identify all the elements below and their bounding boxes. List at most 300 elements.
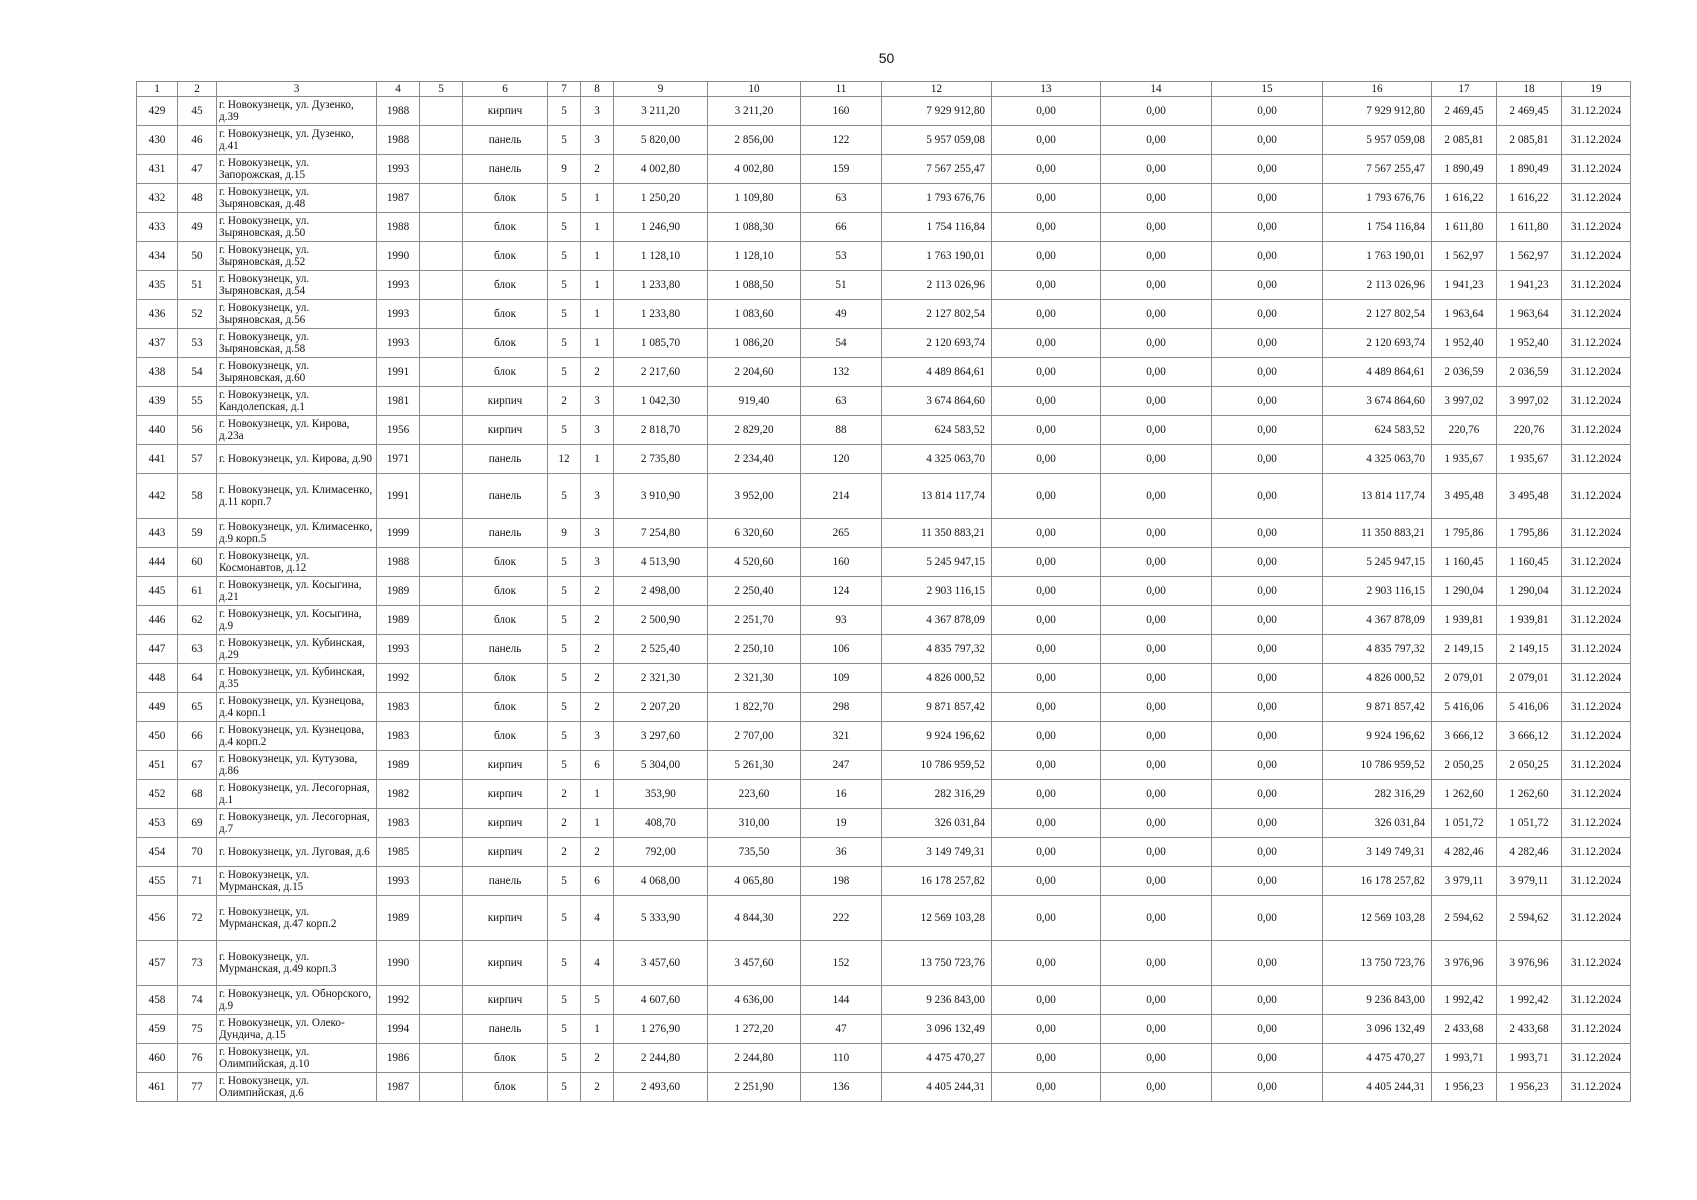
table-row xyxy=(137,693,1631,722)
cell-floors: 5 xyxy=(548,1044,581,1073)
cell-col-18: 1 941,23 xyxy=(1497,271,1562,300)
cell-sub-number: 48 xyxy=(178,184,217,213)
cell-wall-material: блок xyxy=(463,242,548,271)
cell-floors: 5 xyxy=(548,271,581,300)
column-header-15: 15 xyxy=(1212,82,1323,97)
cell-cost-per-sqm: 2 149,15 xyxy=(1432,635,1497,664)
cell-col-16: 3 096 132,49 xyxy=(1323,1015,1432,1044)
table-body xyxy=(137,97,1631,1102)
cell-col-14: 0,00 xyxy=(1101,474,1212,519)
cell-address: г. Новокузнецк, ул. Лесогорная, д.1 xyxy=(217,780,377,809)
cell-deadline-date: 31.12.2024 xyxy=(1562,577,1631,606)
cell-address: г. Новокузнецк, ул. Мурманская, д.47 корп.2 xyxy=(217,896,377,941)
cell-floors: 5 xyxy=(548,97,581,126)
table-row xyxy=(137,606,1631,635)
cell-col-14: 0,00 xyxy=(1101,519,1212,548)
cell-sub-number: 68 xyxy=(178,780,217,809)
cell-col-14: 0,00 xyxy=(1101,577,1212,606)
cell-deadline-date: 31.12.2024 xyxy=(1562,242,1631,271)
cell-sub-number: 77 xyxy=(178,1073,217,1102)
cell-col-15: 0,00 xyxy=(1212,941,1323,986)
cell-col-15: 0,00 xyxy=(1212,986,1323,1015)
cell-deadline-date: 31.12.2024 xyxy=(1562,329,1631,358)
column-header-2: 2 xyxy=(178,82,217,97)
cell-floors: 5 xyxy=(548,1015,581,1044)
column-header-9: 9 xyxy=(614,82,708,97)
cell-entrances: 3 xyxy=(581,416,614,445)
cell-cost-per-sqm: 1 795,86 xyxy=(1432,519,1497,548)
cell-sub-number: 55 xyxy=(178,387,217,416)
cell-col-13: 0,00 xyxy=(992,474,1101,519)
cell-row-number: 436 xyxy=(137,300,178,329)
cell-col-18: 1 290,04 xyxy=(1497,577,1562,606)
cell-row-number: 458 xyxy=(137,986,178,1015)
cell-total-area: 5 820,00 xyxy=(614,126,708,155)
cell-col-14: 0,00 xyxy=(1101,184,1212,213)
cell-row-number: 432 xyxy=(137,184,178,213)
cell-col-14: 0,00 xyxy=(1101,693,1212,722)
cell-row-number: 449 xyxy=(137,693,178,722)
cell-wall-material: кирпич xyxy=(463,387,548,416)
cell-col-15: 0,00 xyxy=(1212,838,1323,867)
cell-total-area: 1 085,70 xyxy=(614,329,708,358)
cell-total-area: 792,00 xyxy=(614,838,708,867)
table-row xyxy=(137,445,1631,474)
cell-cost-total: 4 835 797,32 xyxy=(882,635,992,664)
cell-residents: 120 xyxy=(801,445,882,474)
cell-address: г. Новокузнецк, ул. Кубинская, д.29 xyxy=(217,635,377,664)
cell-living-area: 1 086,20 xyxy=(708,329,801,358)
cell-living-area: 4 002,80 xyxy=(708,155,801,184)
cell-row-number: 444 xyxy=(137,548,178,577)
cell-residents: 122 xyxy=(801,126,882,155)
cell-wall-material: панель xyxy=(463,519,548,548)
cell-entrances: 1 xyxy=(581,809,614,838)
cell-total-area: 2 818,70 xyxy=(614,416,708,445)
cell-deadline-date: 31.12.2024 xyxy=(1562,606,1631,635)
cell-deadline-date: 31.12.2024 xyxy=(1562,300,1631,329)
cell-residents: 54 xyxy=(801,329,882,358)
cell-cost-total: 9 924 196,62 xyxy=(882,722,992,751)
cell-row-number: 457 xyxy=(137,941,178,986)
cell-col-13: 0,00 xyxy=(992,213,1101,242)
cell-year-built: 1971 xyxy=(377,445,420,474)
cell-total-area: 2 498,00 xyxy=(614,577,708,606)
cell-cost-total: 2 903 116,15 xyxy=(882,577,992,606)
cell-col-13: 0,00 xyxy=(992,1015,1101,1044)
cell-year-built: 1990 xyxy=(377,242,420,271)
cell-residents: 110 xyxy=(801,1044,882,1073)
cell-deadline-date: 31.12.2024 xyxy=(1562,1015,1631,1044)
table-row xyxy=(137,97,1631,126)
cell-col-14: 0,00 xyxy=(1101,271,1212,300)
cell-col-13: 0,00 xyxy=(992,416,1101,445)
cell-total-area: 7 254,80 xyxy=(614,519,708,548)
cell-year-built: 1993 xyxy=(377,300,420,329)
cell-wall-material: панель xyxy=(463,474,548,519)
cell-col-15: 0,00 xyxy=(1212,809,1323,838)
cell-total-area: 3 457,60 xyxy=(614,941,708,986)
cell-col-14: 0,00 xyxy=(1101,896,1212,941)
cell-col-13: 0,00 xyxy=(992,300,1101,329)
cell-cost-per-sqm: 3 997,02 xyxy=(1432,387,1497,416)
cell-col-16: 3 149 749,31 xyxy=(1323,838,1432,867)
cell-sub-number: 75 xyxy=(178,1015,217,1044)
cell-col-13: 0,00 xyxy=(992,780,1101,809)
cell-col-18: 1 963,64 xyxy=(1497,300,1562,329)
cell-col-13: 0,00 xyxy=(992,519,1101,548)
cell-col-14: 0,00 xyxy=(1101,358,1212,387)
cell-deadline-date: 31.12.2024 xyxy=(1562,693,1631,722)
cell-col-5 xyxy=(420,941,463,986)
cell-address: г. Новокузнецк, ул. Мурманская, д.15 xyxy=(217,867,377,896)
cell-col-15: 0,00 xyxy=(1212,329,1323,358)
table-row xyxy=(137,548,1631,577)
cell-floors: 5 xyxy=(548,300,581,329)
cell-year-built: 1993 xyxy=(377,867,420,896)
cell-deadline-date: 31.12.2024 xyxy=(1562,126,1631,155)
cell-deadline-date: 31.12.2024 xyxy=(1562,358,1631,387)
cell-col-18: 1 795,86 xyxy=(1497,519,1562,548)
cell-residents: 19 xyxy=(801,809,882,838)
cell-address: г. Новокузнецк, ул. Олимпийская, д.10 xyxy=(217,1044,377,1073)
cell-living-area: 2 251,90 xyxy=(708,1073,801,1102)
cell-wall-material: кирпич xyxy=(463,416,548,445)
cell-col-15: 0,00 xyxy=(1212,780,1323,809)
cell-total-area: 4 068,00 xyxy=(614,867,708,896)
cell-col-18: 3 997,02 xyxy=(1497,387,1562,416)
cell-col-5 xyxy=(420,809,463,838)
cell-col-5 xyxy=(420,271,463,300)
cell-cost-total: 3 674 864,60 xyxy=(882,387,992,416)
cell-cost-total: 5 245 947,15 xyxy=(882,548,992,577)
cell-col-15: 0,00 xyxy=(1212,693,1323,722)
cell-living-area: 4 520,60 xyxy=(708,548,801,577)
cell-cost-total: 9 236 843,00 xyxy=(882,986,992,1015)
table-row xyxy=(137,242,1631,271)
cell-floors: 12 xyxy=(548,445,581,474)
cell-col-15: 0,00 xyxy=(1212,1073,1323,1102)
cell-cost-per-sqm: 1 939,81 xyxy=(1432,606,1497,635)
cell-wall-material: блок xyxy=(463,271,548,300)
cell-col-15: 0,00 xyxy=(1212,213,1323,242)
cell-col-18: 2 050,25 xyxy=(1497,751,1562,780)
cell-living-area: 1 272,20 xyxy=(708,1015,801,1044)
cell-total-area: 1 128,10 xyxy=(614,242,708,271)
cell-entrances: 1 xyxy=(581,445,614,474)
cell-col-18: 3 976,96 xyxy=(1497,941,1562,986)
cell-col-16: 4 475 470,27 xyxy=(1323,1044,1432,1073)
cell-cost-per-sqm: 1 952,40 xyxy=(1432,329,1497,358)
cell-total-area: 1 233,80 xyxy=(614,300,708,329)
cell-col-5 xyxy=(420,155,463,184)
cell-residents: 247 xyxy=(801,751,882,780)
cell-deadline-date: 31.12.2024 xyxy=(1562,896,1631,941)
cell-col-14: 0,00 xyxy=(1101,1044,1212,1073)
cell-floors: 5 xyxy=(548,242,581,271)
cell-row-number: 434 xyxy=(137,242,178,271)
cell-residents: 16 xyxy=(801,780,882,809)
cell-col-18: 1 562,97 xyxy=(1497,242,1562,271)
cell-floors: 5 xyxy=(548,606,581,635)
cell-residents: 36 xyxy=(801,838,882,867)
cell-col-15: 0,00 xyxy=(1212,416,1323,445)
cell-col-15: 0,00 xyxy=(1212,474,1323,519)
cell-address: г. Новокузнецк, ул. Кирова, д.90 xyxy=(217,445,377,474)
cell-col-14: 0,00 xyxy=(1101,751,1212,780)
cell-cost-total: 4 826 000,52 xyxy=(882,664,992,693)
table-row xyxy=(137,300,1631,329)
cell-living-area: 2 204,60 xyxy=(708,358,801,387)
cell-floors: 5 xyxy=(548,751,581,780)
cell-sub-number: 54 xyxy=(178,358,217,387)
cell-entrances: 1 xyxy=(581,780,614,809)
column-header-17: 17 xyxy=(1432,82,1497,97)
cell-residents: 63 xyxy=(801,387,882,416)
table-row xyxy=(137,155,1631,184)
cell-entrances: 6 xyxy=(581,751,614,780)
cell-cost-total: 4 325 063,70 xyxy=(882,445,992,474)
cell-wall-material: блок xyxy=(463,693,548,722)
cell-col-16: 13 814 117,74 xyxy=(1323,474,1432,519)
cell-total-area: 353,90 xyxy=(614,780,708,809)
cell-floors: 2 xyxy=(548,780,581,809)
cell-year-built: 1999 xyxy=(377,519,420,548)
cell-col-5 xyxy=(420,416,463,445)
cell-col-5 xyxy=(420,548,463,577)
cell-col-15: 0,00 xyxy=(1212,300,1323,329)
cell-col-14: 0,00 xyxy=(1101,664,1212,693)
column-header-8: 8 xyxy=(581,82,614,97)
cell-cost-total: 1 763 190,01 xyxy=(882,242,992,271)
cell-entrances: 1 xyxy=(581,271,614,300)
cell-row-number: 445 xyxy=(137,577,178,606)
column-header-14: 14 xyxy=(1101,82,1212,97)
cell-entrances: 3 xyxy=(581,97,614,126)
cell-deadline-date: 31.12.2024 xyxy=(1562,184,1631,213)
cell-total-area: 3 910,90 xyxy=(614,474,708,519)
cell-col-16: 4 405 244,31 xyxy=(1323,1073,1432,1102)
cell-address: г. Новокузнецк, ул. Олеко-Дундича, д.15 xyxy=(217,1015,377,1044)
cell-col-13: 0,00 xyxy=(992,271,1101,300)
cell-cost-total: 2 113 026,96 xyxy=(882,271,992,300)
cell-col-18: 220,76 xyxy=(1497,416,1562,445)
cell-floors: 9 xyxy=(548,519,581,548)
cell-col-13: 0,00 xyxy=(992,577,1101,606)
cell-sub-number: 51 xyxy=(178,271,217,300)
table-row xyxy=(137,519,1631,548)
cell-col-16: 1 763 190,01 xyxy=(1323,242,1432,271)
cell-col-14: 0,00 xyxy=(1101,387,1212,416)
cell-deadline-date: 31.12.2024 xyxy=(1562,548,1631,577)
cell-address: г. Новокузнецк, ул. Зыряновская, д.48 xyxy=(217,184,377,213)
cell-entrances: 5 xyxy=(581,986,614,1015)
cell-address: г. Новокузнецк, ул. Дузенко, д.41 xyxy=(217,126,377,155)
table-row xyxy=(137,213,1631,242)
cell-row-number: 453 xyxy=(137,809,178,838)
cell-col-14: 0,00 xyxy=(1101,986,1212,1015)
cell-wall-material: блок xyxy=(463,664,548,693)
column-header-3: 3 xyxy=(217,82,377,97)
cell-address: г. Новокузнецк, ул. Луговая, д.6 xyxy=(217,838,377,867)
cell-cost-total: 13 814 117,74 xyxy=(882,474,992,519)
cell-living-area: 2 707,00 xyxy=(708,722,801,751)
cell-residents: 53 xyxy=(801,242,882,271)
cell-sub-number: 52 xyxy=(178,300,217,329)
cell-sub-number: 56 xyxy=(178,416,217,445)
cell-deadline-date: 31.12.2024 xyxy=(1562,867,1631,896)
cell-row-number: 430 xyxy=(137,126,178,155)
cell-entrances: 2 xyxy=(581,358,614,387)
cell-col-18: 1 956,23 xyxy=(1497,1073,1562,1102)
cell-col-13: 0,00 xyxy=(992,97,1101,126)
cell-entrances: 2 xyxy=(581,693,614,722)
cell-entrances: 2 xyxy=(581,635,614,664)
cell-deadline-date: 31.12.2024 xyxy=(1562,780,1631,809)
table-row xyxy=(137,896,1631,941)
cell-wall-material: панель xyxy=(463,1015,548,1044)
cell-row-number: 459 xyxy=(137,1015,178,1044)
column-header-12: 12 xyxy=(882,82,992,97)
cell-col-16: 9 924 196,62 xyxy=(1323,722,1432,751)
cell-col-5 xyxy=(420,358,463,387)
cell-deadline-date: 31.12.2024 xyxy=(1562,809,1631,838)
cell-floors: 5 xyxy=(548,416,581,445)
cell-total-area: 408,70 xyxy=(614,809,708,838)
cell-residents: 198 xyxy=(801,867,882,896)
column-header-6: 6 xyxy=(463,82,548,97)
cell-row-number: 448 xyxy=(137,664,178,693)
cell-sub-number: 57 xyxy=(178,445,217,474)
cell-col-18: 1 616,22 xyxy=(1497,184,1562,213)
cell-col-16: 4 835 797,32 xyxy=(1323,635,1432,664)
cell-floors: 5 xyxy=(548,184,581,213)
cell-cost-total: 2 120 693,74 xyxy=(882,329,992,358)
cell-cost-total: 4 489 864,61 xyxy=(882,358,992,387)
cell-col-16: 13 750 723,76 xyxy=(1323,941,1432,986)
cell-deadline-date: 31.12.2024 xyxy=(1562,1044,1631,1073)
cell-col-5 xyxy=(420,242,463,271)
cell-living-area: 4 065,80 xyxy=(708,867,801,896)
cell-entrances: 2 xyxy=(581,664,614,693)
cell-row-number: 439 xyxy=(137,387,178,416)
cell-sub-number: 46 xyxy=(178,126,217,155)
cell-row-number: 447 xyxy=(137,635,178,664)
cell-col-13: 0,00 xyxy=(992,867,1101,896)
cell-living-area: 1 088,30 xyxy=(708,213,801,242)
cell-col-18: 1 939,81 xyxy=(1497,606,1562,635)
cell-sub-number: 63 xyxy=(178,635,217,664)
cell-residents: 222 xyxy=(801,896,882,941)
cell-cost-per-sqm: 2 079,01 xyxy=(1432,664,1497,693)
cell-total-area: 3 297,60 xyxy=(614,722,708,751)
table-row xyxy=(137,416,1631,445)
cell-col-14: 0,00 xyxy=(1101,722,1212,751)
cell-col-13: 0,00 xyxy=(992,1073,1101,1102)
cell-wall-material: панель xyxy=(463,635,548,664)
cell-col-16: 16 178 257,82 xyxy=(1323,867,1432,896)
cell-wall-material: блок xyxy=(463,329,548,358)
cell-year-built: 1987 xyxy=(377,1073,420,1102)
cell-col-16: 7 567 255,47 xyxy=(1323,155,1432,184)
cell-col-18: 1 993,71 xyxy=(1497,1044,1562,1073)
cell-floors: 5 xyxy=(548,1073,581,1102)
column-header-1: 1 xyxy=(137,82,178,97)
cell-sub-number: 71 xyxy=(178,867,217,896)
cell-col-16: 4 367 878,09 xyxy=(1323,606,1432,635)
cell-sub-number: 59 xyxy=(178,519,217,548)
cell-col-14: 0,00 xyxy=(1101,867,1212,896)
cell-col-14: 0,00 xyxy=(1101,1073,1212,1102)
cell-year-built: 1988 xyxy=(377,548,420,577)
cell-col-5 xyxy=(420,751,463,780)
cell-col-5 xyxy=(420,867,463,896)
cell-residents: 47 xyxy=(801,1015,882,1044)
cell-col-15: 0,00 xyxy=(1212,1015,1323,1044)
cell-col-18: 1 890,49 xyxy=(1497,155,1562,184)
table-row xyxy=(137,271,1631,300)
cell-row-number: 452 xyxy=(137,780,178,809)
cell-entrances: 2 xyxy=(581,606,614,635)
cell-deadline-date: 31.12.2024 xyxy=(1562,986,1631,1015)
cell-address: г. Новокузнецк, ул. Кубинская, д.35 xyxy=(217,664,377,693)
cell-total-area: 3 211,20 xyxy=(614,97,708,126)
cell-year-built: 1993 xyxy=(377,329,420,358)
cell-row-number: 431 xyxy=(137,155,178,184)
cell-col-18: 2 085,81 xyxy=(1497,126,1562,155)
cell-col-16: 3 674 864,60 xyxy=(1323,387,1432,416)
cell-residents: 144 xyxy=(801,986,882,1015)
cell-living-area: 1 822,70 xyxy=(708,693,801,722)
cell-year-built: 1991 xyxy=(377,474,420,519)
cell-col-15: 0,00 xyxy=(1212,751,1323,780)
cell-floors: 5 xyxy=(548,693,581,722)
cell-cost-per-sqm: 3 979,11 xyxy=(1432,867,1497,896)
cell-col-18: 5 416,06 xyxy=(1497,693,1562,722)
cell-col-13: 0,00 xyxy=(992,693,1101,722)
cell-cost-total: 326 031,84 xyxy=(882,809,992,838)
cell-address: г. Новокузнецк, ул. Кузнецова, д.4 корп.2 xyxy=(217,722,377,751)
column-header-19: 19 xyxy=(1562,82,1631,97)
cell-cost-total: 10 786 959,52 xyxy=(882,751,992,780)
cell-col-5 xyxy=(420,97,463,126)
cell-year-built: 1991 xyxy=(377,358,420,387)
cell-cost-per-sqm: 1 262,60 xyxy=(1432,780,1497,809)
cell-sub-number: 50 xyxy=(178,242,217,271)
cell-cost-per-sqm: 1 992,42 xyxy=(1432,986,1497,1015)
cell-year-built: 1989 xyxy=(377,606,420,635)
cell-cost-total: 1 793 676,76 xyxy=(882,184,992,213)
cell-sub-number: 62 xyxy=(178,606,217,635)
cell-sub-number: 47 xyxy=(178,155,217,184)
cell-col-18: 1 051,72 xyxy=(1497,809,1562,838)
cell-col-15: 0,00 xyxy=(1212,271,1323,300)
cell-living-area: 1 128,10 xyxy=(708,242,801,271)
cell-col-5 xyxy=(420,664,463,693)
cell-cost-total: 282 316,29 xyxy=(882,780,992,809)
table-row xyxy=(137,635,1631,664)
column-header-13: 13 xyxy=(992,82,1101,97)
table-row xyxy=(137,809,1631,838)
cell-col-16: 7 929 912,80 xyxy=(1323,97,1432,126)
cell-entrances: 3 xyxy=(581,387,614,416)
cell-year-built: 1956 xyxy=(377,416,420,445)
cell-deadline-date: 31.12.2024 xyxy=(1562,635,1631,664)
cell-col-15: 0,00 xyxy=(1212,577,1323,606)
cell-col-5 xyxy=(420,329,463,358)
cell-col-18: 1 160,45 xyxy=(1497,548,1562,577)
cell-living-area: 5 261,30 xyxy=(708,751,801,780)
